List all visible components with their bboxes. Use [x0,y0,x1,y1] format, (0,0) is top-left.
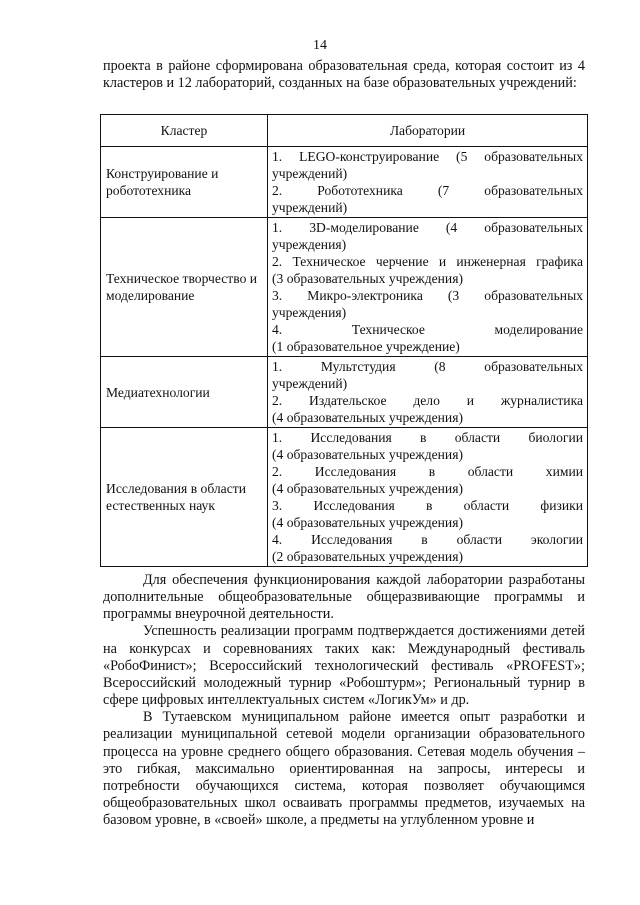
clusters-table [100,114,588,567]
lab-item-line: 3. Исследования в области физики [272,498,583,513]
lab-list [268,147,588,218]
lab-item-line: (4 образовательных учреждения) [272,481,463,496]
lab-item-line: учреждений) [272,200,348,215]
lab-item-line: 1. LEGO-конструирование (5 образовательных [272,149,583,164]
page-number: 14 [313,38,327,53]
lab-list [268,357,588,428]
header-cluster: Кластер [101,115,268,147]
table-row [101,428,588,567]
lab-item-line: 2. Техническое черчение и инженерная графика [272,254,583,269]
paragraph-programs: Для обеспечения функционирования каждой лаборатории разработаны дополнительные общеобразовательные общеразвивающие программы и программы внеурочной деятельности. [103,572,585,623]
cluster-name: Исследования в области естественных наук [101,428,268,567]
table-header-row [101,115,588,147]
lab-item-line: 4. Техническое моделирование [272,322,583,337]
lab-item-line: (3 образовательных учреждения) [272,271,463,286]
table-row [101,357,588,428]
lab-item-line: (4 образовательных учреждения) [272,515,463,530]
lab-item-line: учреждения) [272,305,347,320]
paragraph-achievements: Успешность реализации программ подтверждается достижениями детей на конкурсах и соревнованиях таких как: Международный фестиваль «РобоФинист»; Всероссийский технологический фестиваль «PROFEST»; Всероссийский молодежный турнир «Робоштурм»; Региональный турнир в сфере цифровых интеллектуальных систем «ЛогикУм» и др. [103,623,585,709]
lab-item-line: 1. Исследования в области биологии [272,430,583,445]
cluster-name: Медиатехнологии [101,357,268,428]
lab-item-line: учреждений) [272,376,348,391]
lab-list [268,428,588,567]
lab-item-line: 2. Робототехника (7 образовательных [272,183,583,198]
header-labs: Лаборатории [268,115,588,147]
lab-item-line: 1. Мультстудия (8 образовательных [272,359,583,374]
lab-item-line: (4 образовательных учреждения) [272,410,463,425]
lab-item-line: 2. Исследования в области химии [272,464,583,479]
cluster-name: Конструирование и робототехника [101,147,268,218]
table-body [101,147,588,567]
lab-item-line: (1 образовательное учреждение) [272,339,460,354]
lab-item-line: учреждения) [272,237,347,252]
table-row [101,147,588,218]
body-text [103,572,585,829]
lab-item-line: учреждений) [272,166,348,181]
lab-item-line: 1. 3D-моделирование (4 образовательных [272,220,583,235]
lab-item-line: 2. Издательское дело и журналистика [272,393,583,408]
table-row [101,218,588,357]
lab-item-line: 4. Исследования в области экологии [272,532,583,547]
lab-list [268,218,588,357]
lab-item-line: (4 образовательных учреждения) [272,447,463,462]
lab-item-line: (2 образовательных учреждения) [272,549,463,564]
lab-item-line: 3. Микро-электроника (3 образовательных [272,288,583,303]
cluster-name: Техническое творчество и моделирование [101,218,268,357]
intro-paragraph: проекта в районе сформирована образовательная среда, которая состоит из 4 кластеров и 12 лабораторий, созданных на базе образовательных учреждений: [103,58,585,91]
paragraph-network-model: В Тутаевском муниципальном районе имеется опыт разработки и реализации муниципальной сетевой модели организации образовательного процесса на уровне среднего общего образования. Сетевая модель обучения – это гибкая, максимально ориентированная на запросы, интересы и потребности обучающихся система, которая позволяет обучающимся общеобразовательных школ осваивать программы предметов, изучаемых на базовом уровне, в «своей» школе, а предметы на углубленном уровне и [103,709,585,829]
